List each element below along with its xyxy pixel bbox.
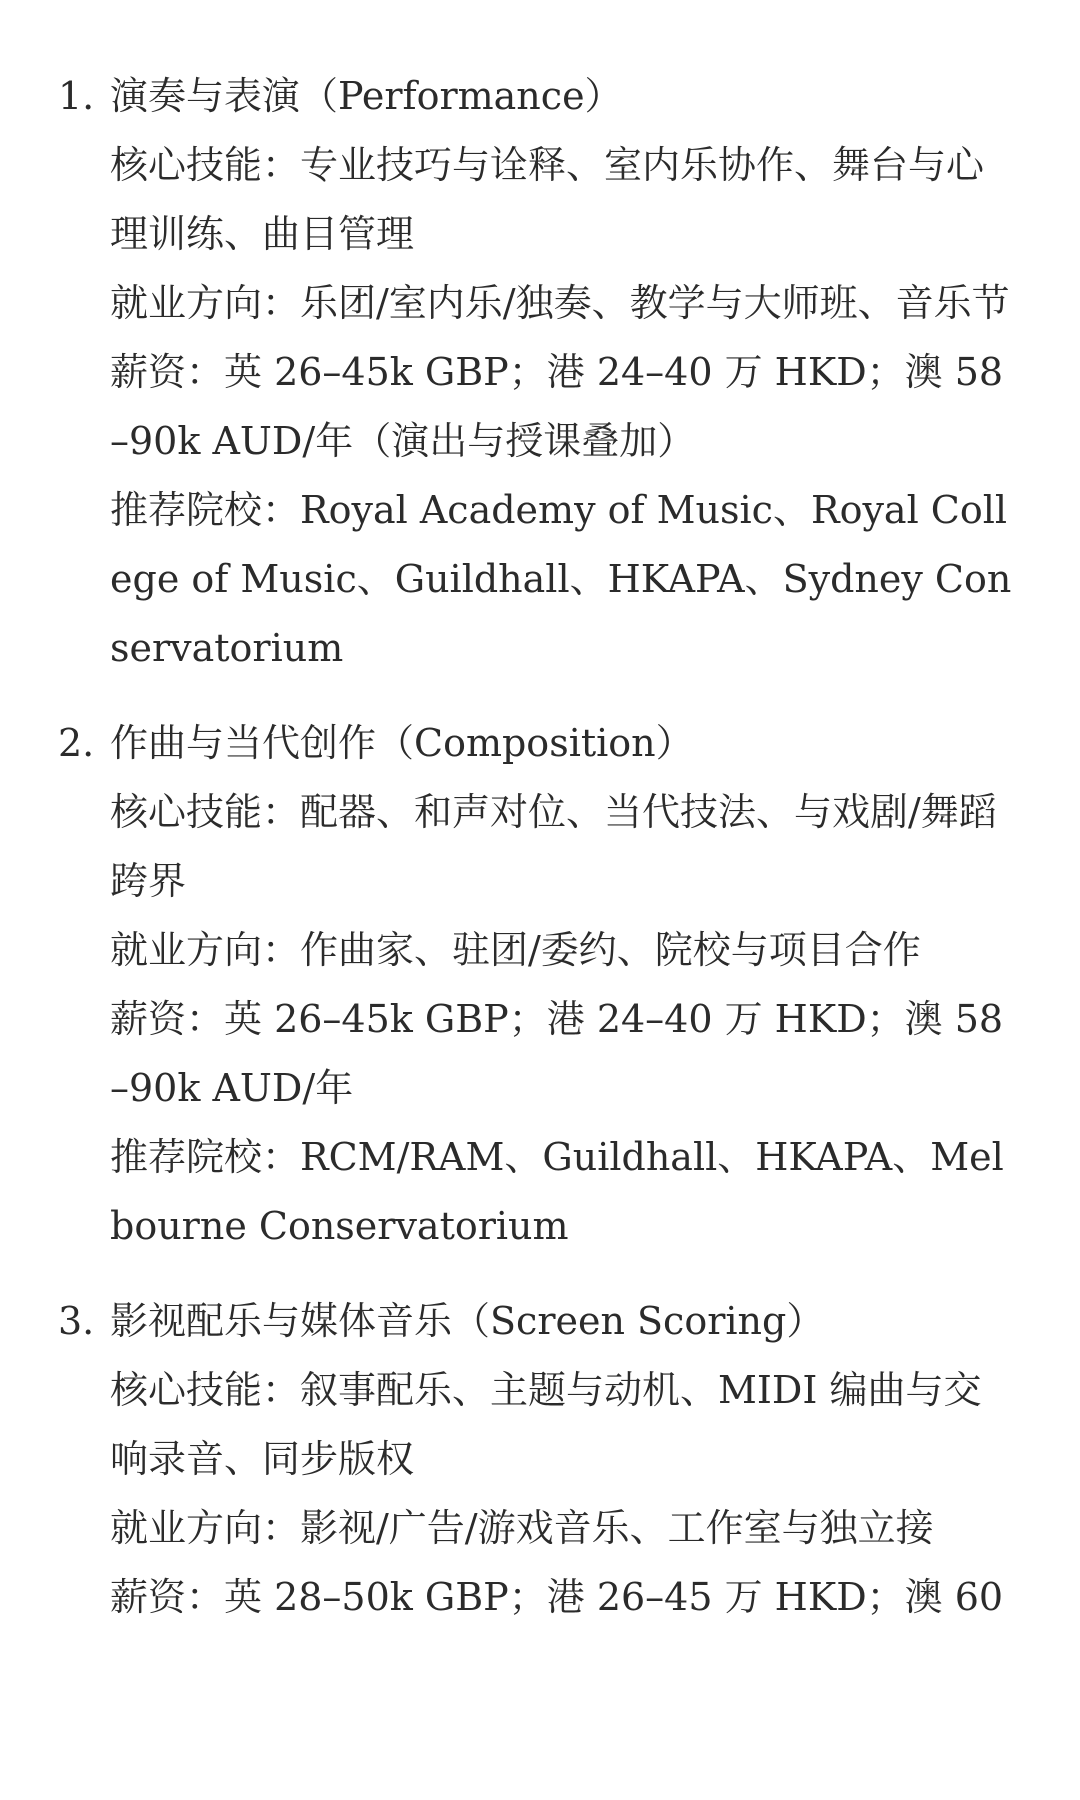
section-performance — [58, 62, 1018, 683]
section-content — [110, 62, 1018, 683]
recommended-schools: 推荐院校：RCM/RAM、Guildhall、HKAPA、Melbourne Conservatorium — [110, 1135, 1004, 1248]
core-skills: 核心技能：专业技巧与诠释、室内乐协作、舞台与心理训练、曲目管理 — [110, 143, 985, 256]
recommended-schools: 推荐院校：Royal Academy of Music、Royal College of Music、Guildhall、HKAPA、Sydney Conservatorium — [110, 488, 1012, 670]
career-direction: 就业方向：作曲家、驻团/委约、院校与项目合作 — [110, 928, 921, 972]
salary: 薪资：英 26–45k GBP；港 24–40 万 HKD；澳 58–90k AUD/年（演出与授课叠加） — [110, 350, 1004, 463]
section-title: 作曲与当代创作（Composition） — [110, 721, 694, 765]
section-composition — [58, 709, 1018, 1261]
section-number: 1. — [58, 74, 95, 118]
core-skills: 核心技能：配器、和声对位、当代技法、与戏剧/舞蹈跨界 — [110, 790, 997, 903]
section-content — [110, 709, 1018, 1261]
salary: 薪资：英 26–45k GBP；港 24–40 万 HKD；澳 58–90k AUD/年 — [110, 997, 1004, 1110]
career-direction: 就业方向：影视/广告/游戏音乐、工作室与独立接 — [110, 1506, 934, 1550]
core-skills: 核心技能：叙事配乐、主题与动机、MIDI 编曲与交响录音、同步版权 — [110, 1368, 982, 1481]
section-title: 影视配乐与媒体音乐（Screen Scoring） — [110, 1299, 825, 1343]
salary: 薪资：英 28–50k GBP；港 26–45 万 HKD；澳 60 — [110, 1575, 1004, 1619]
section-number: 3. — [58, 1299, 95, 1343]
section-content — [110, 1287, 1018, 1632]
section-number: 2. — [58, 721, 95, 765]
section-screen-scoring — [58, 1287, 1018, 1632]
section-title: 演奏与表演（Performance） — [110, 74, 623, 118]
career-direction: 就业方向：乐团/室内乐/独奏、教学与大师班、音乐节 — [110, 281, 1010, 325]
